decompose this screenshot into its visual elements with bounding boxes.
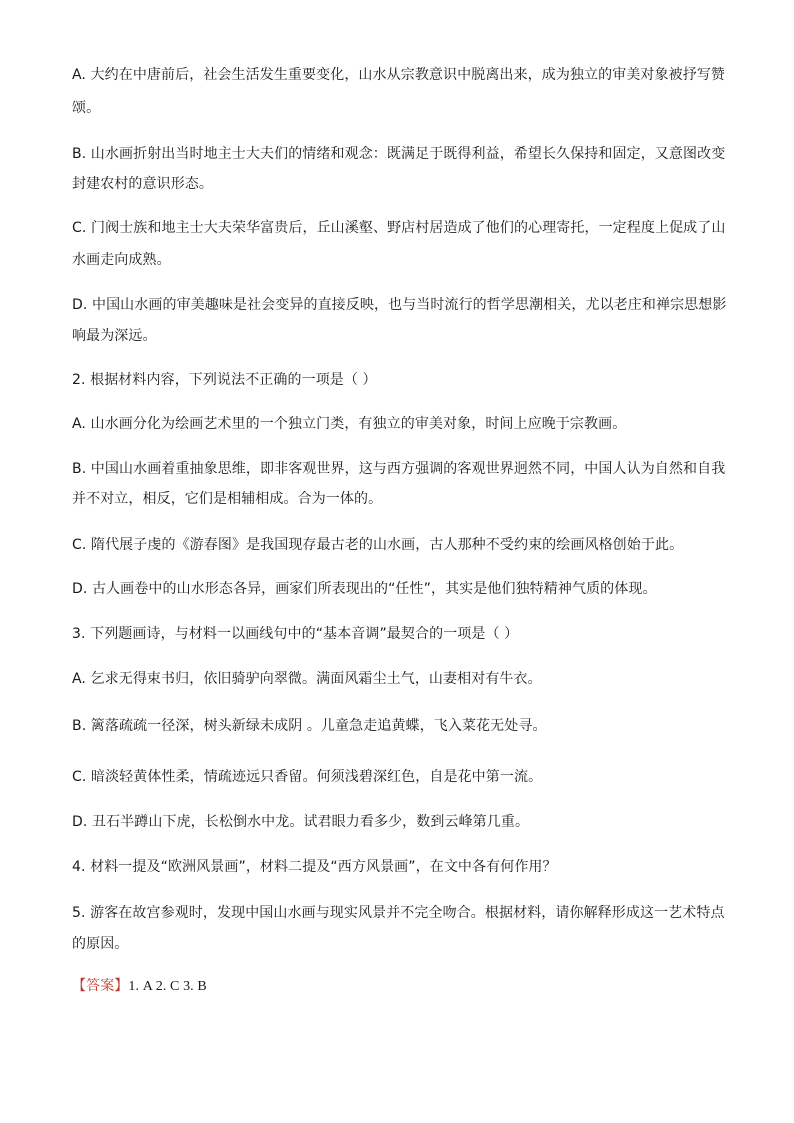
q2-option-a: A. 山水画分化为绘画艺术里的一个独立门类，有独立的审美对象，时间上应晚于宗教画。 — [72, 416, 627, 432]
q3-option-c: C. 暗淡轻黄体性柔，情疏迹远只香留。何须浅碧深红色，自是花中第一流。 — [72, 769, 543, 785]
q2-option-d: D. 古人画卷中的山水形态各异，画家们所表现出的“任性”，其实是他们独特精神气质的体现。 — [72, 581, 657, 597]
q2-option-b-line-2: 并不对立，相反，它们是相辅相成。合为一体的。 — [72, 491, 383, 507]
q1-option-b-line-1: B. 山水画折射出当时地主士大夫们的情绪和观念：既满足于既得利益，希望长久保持和固定，又意图改变 — [72, 146, 726, 162]
q3-option-b: B. 篱落疏疏一径深，树头新绿未成阴 。儿童急走追黄蝶，飞入菜花无处寻。 — [72, 718, 547, 734]
q1-option-a-line-1: A. 大约在中唐前后，社会生活发生重要变化，山水从宗教意识中脱离出来，成为独立的审美对象被抒写赞 — [72, 67, 726, 83]
q1-option-c-line-2: 水画走向成熟。 — [72, 252, 171, 268]
q3-option-d: D. 丑石半蹲山下虎，长松倒水中龙。试君眼力看多少，数到云峰第几重。 — [72, 814, 530, 830]
q1-option-c-line-1: C. 门阀士族和地主士大夫荣华富贵后，丘山溪壑、野店村居造成了他们的心理寄托，一定程度上促成了山 — [72, 220, 726, 236]
q5-line-2: 的原因。 — [72, 936, 129, 952]
q1-option-d-line-1: D. 中国山水画的审美趣味是社会变异的直接反映，也与当时流行的哲学思潮相关，尤以老庄和禅宗思想影 — [72, 297, 727, 313]
answer-text: 1. A 2. C 3. B — [128, 979, 207, 994]
q2-option-b-line-1: B. 中国山水画着重抽象思维，即非客观世界，这与西方强调的客观世界迥然不同，中国人认为自然和自我 — [72, 461, 726, 477]
q2-stem: 2. 根据材料内容，下列说法不正确的一项是（ ） — [72, 372, 377, 388]
q1-option-a-line-2: 颂。 — [72, 100, 101, 116]
q1-option-b-line-2: 封建农村的意识形态。 — [72, 176, 213, 192]
q4-stem: 4. 材料一提及“欧洲风景画”，材料二提及“西方风景画”，在文中各有何作用？ — [72, 859, 557, 875]
q2-option-c: C. 隋代展子虔的《游春图》是我国现存最古老的山水画，古人那种不受约束的绘画风格创始于此。 — [72, 537, 684, 553]
q1-option-d-line-2: 响最为深远。 — [72, 328, 157, 344]
answer-tag: 【答案】 — [72, 978, 129, 994]
q3-stem: 3. 下列题画诗，与材料一以画线句中的“基本音调”最契合的一项是（ ） — [72, 626, 519, 642]
q3-option-a: A. 乞求无得束书归，依旧骑驴向翠微。满面风霜尘土气，山妻相对有牛衣。 — [72, 671, 542, 687]
answer-line — [72, 976, 732, 997]
q5-line-1: 5. 游客在故宫参观时，发现中国山水画与现实风景并不完全吻合。根据材料，请你解释形成这一艺术特点 — [72, 905, 725, 921]
